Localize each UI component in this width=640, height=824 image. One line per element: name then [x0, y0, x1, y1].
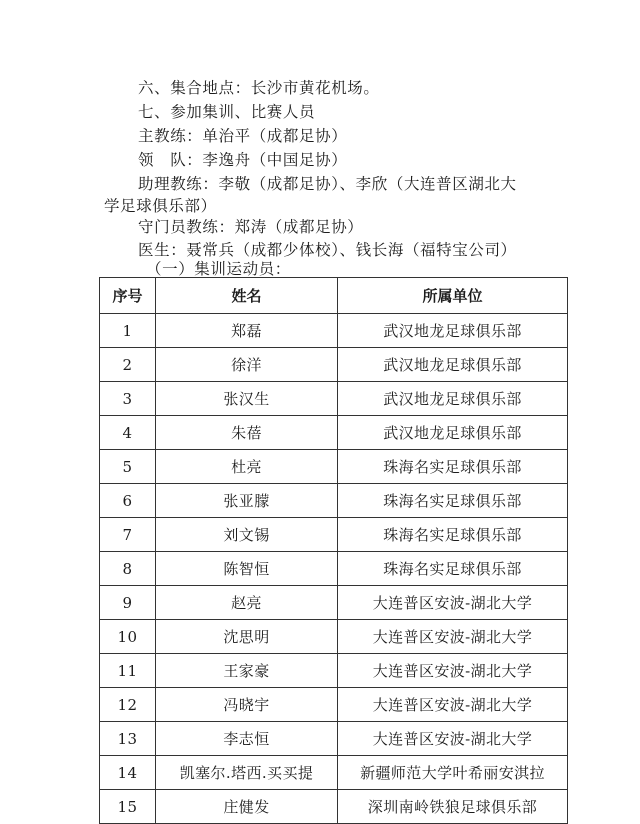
- row-name: 李志恒: [156, 722, 338, 756]
- row-unit: 深圳南岭铁狼足球俱乐部: [338, 790, 568, 824]
- row-name: 赵亮: [156, 586, 338, 620]
- team-leader-line: 领 队：李逸舟（中国足协）: [138, 151, 348, 169]
- row-no: 1: [100, 314, 156, 348]
- table-row: [100, 416, 568, 450]
- doctors-line: 医生：聂常兵（成都少体校）、钱长海（福特宝公司）: [138, 241, 517, 259]
- row-unit: 珠海名实足球俱乐部: [338, 518, 568, 552]
- row-name: 郑磊: [156, 314, 338, 348]
- row-name: 徐洋: [156, 348, 338, 382]
- row-no: 13: [100, 722, 156, 756]
- table-row: [100, 688, 568, 722]
- row-no: 15: [100, 790, 156, 824]
- row-name: 张亚朦: [156, 484, 338, 518]
- row-name: 凯塞尔.塔西.买买提: [156, 756, 338, 790]
- row-no: 5: [100, 450, 156, 484]
- row-name: 冯晓宇: [156, 688, 338, 722]
- table-row: [100, 586, 568, 620]
- header-unit: 所属单位: [338, 278, 568, 314]
- row-no: 9: [100, 586, 156, 620]
- table-header-row: [100, 278, 568, 314]
- row-unit: 武汉地龙足球俱乐部: [338, 314, 568, 348]
- table-row: [100, 790, 568, 824]
- row-no: 14: [100, 756, 156, 790]
- row-unit: 武汉地龙足球俱乐部: [338, 348, 568, 382]
- row-unit: 武汉地龙足球俱乐部: [338, 416, 568, 450]
- table-row: [100, 450, 568, 484]
- table-row: [100, 348, 568, 382]
- row-name: 张汉生: [156, 382, 338, 416]
- table-row: [100, 756, 568, 790]
- table-row: [100, 518, 568, 552]
- head-coach-line: 主教练：单治平（成都足协）: [138, 127, 348, 145]
- table-row: [100, 382, 568, 416]
- goalkeeper-coach-line: 守门员教练：郑涛（成都足协）: [138, 218, 364, 236]
- row-no: 10: [100, 620, 156, 654]
- row-no: 3: [100, 382, 156, 416]
- athletes-table: [99, 277, 568, 824]
- row-name: 沈思明: [156, 620, 338, 654]
- row-unit: 新疆师范大学叶希丽安淇拉: [338, 756, 568, 790]
- row-unit: 大连普区安波-湖北大学: [338, 722, 568, 756]
- table-row: [100, 620, 568, 654]
- venue-line: 六、集合地点：长沙市黄花机场。: [138, 79, 380, 97]
- assistant-coaches-continuation: 学足球俱乐部）: [104, 197, 217, 215]
- row-unit: 珠海名实足球俱乐部: [338, 450, 568, 484]
- row-unit: 珠海名实足球俱乐部: [338, 484, 568, 518]
- table-row: [100, 552, 568, 586]
- row-no: 11: [100, 654, 156, 688]
- row-no: 7: [100, 518, 156, 552]
- row-name: 陈智恒: [156, 552, 338, 586]
- row-name: 刘文锡: [156, 518, 338, 552]
- header-no: 序号: [100, 278, 156, 314]
- table-row: [100, 654, 568, 688]
- row-no: 6: [100, 484, 156, 518]
- row-no: 2: [100, 348, 156, 382]
- header-name: 姓名: [156, 278, 338, 314]
- row-no: 8: [100, 552, 156, 586]
- row-no: 12: [100, 688, 156, 722]
- row-unit: 大连普区安波-湖北大学: [338, 654, 568, 688]
- row-unit: 大连普区安波-湖北大学: [338, 688, 568, 722]
- row-no: 4: [100, 416, 156, 450]
- row-name: 杜亮: [156, 450, 338, 484]
- row-unit: 武汉地龙足球俱乐部: [338, 382, 568, 416]
- row-unit: 大连普区安波-湖北大学: [338, 586, 568, 620]
- row-unit: 大连普区安波-湖北大学: [338, 620, 568, 654]
- row-unit: 珠海名实足球俱乐部: [338, 552, 568, 586]
- table-row: [100, 484, 568, 518]
- row-name: 庄健发: [156, 790, 338, 824]
- table-row: [100, 314, 568, 348]
- athletes-heading: （一）集训运动员：: [146, 260, 291, 278]
- personnel-heading: 七、参加集训、比赛人员: [138, 103, 316, 121]
- row-name: 朱蓓: [156, 416, 338, 450]
- assistant-coaches-line: 助理教练：李敬（成都足协）、李欣（大连普区湖北大: [138, 175, 517, 193]
- row-name: 王家豪: [156, 654, 338, 688]
- table-row: [100, 722, 568, 756]
